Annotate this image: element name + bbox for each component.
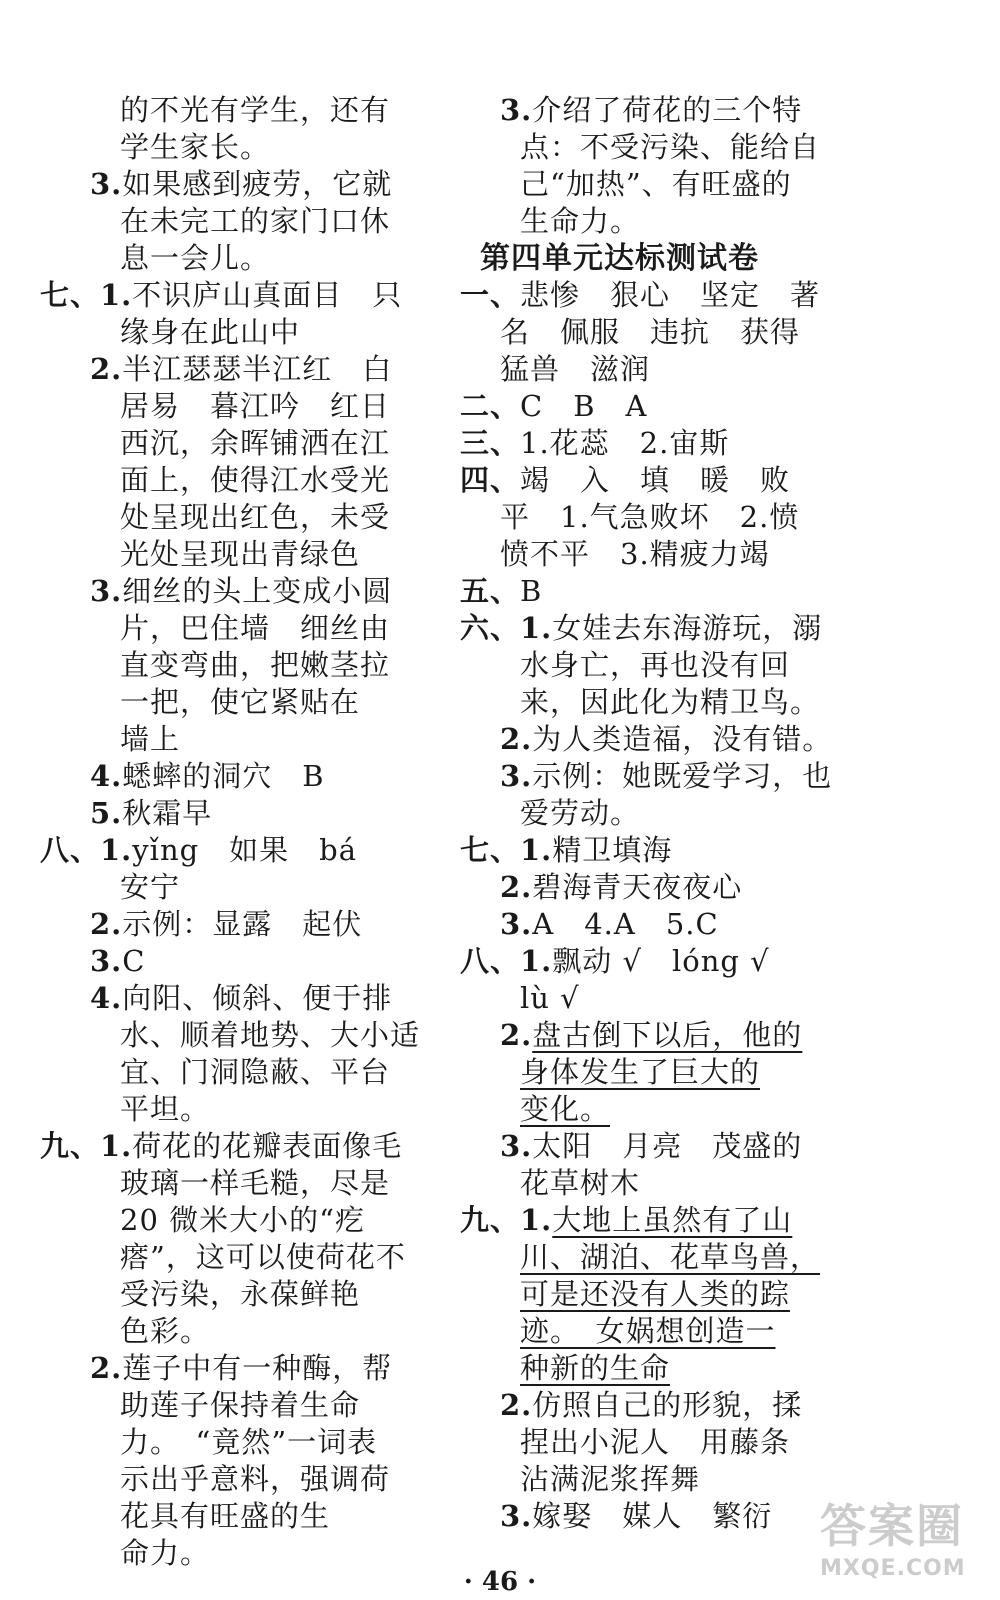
answer-text: 光处呈现出青绿色 [120, 537, 361, 571]
answer-line [460, 795, 820, 832]
item-number: 2. [90, 1351, 123, 1385]
answer-line [40, 1239, 450, 1276]
answer-text: 西沉，余晖铺洒在江 [120, 426, 391, 460]
answer-text: 水身亡，再也没有回 [520, 648, 791, 682]
answer-text: 一把，使它紧贴在 [120, 685, 361, 719]
answer-text: 力。 “竟然”一词表 [120, 1425, 378, 1459]
answer-line [40, 684, 450, 721]
answer-text: 身体发生了巨大的 [520, 1055, 761, 1089]
answer-line [460, 425, 820, 462]
answer-text: 捏出小泥人 用藤条 [520, 1425, 791, 1459]
answer-text: 迹。 女娲想创造一 [520, 1314, 776, 1348]
answer-text: 20 微米大小的“疙 [120, 1203, 365, 1237]
item-number: 5. [90, 796, 123, 830]
answer-text: 精卫填海 [552, 833, 673, 867]
answer-text: C B A [520, 389, 648, 423]
answer-line [460, 314, 820, 351]
item-number: 4. [90, 981, 123, 1015]
item-number: 二、 [460, 389, 521, 423]
item-number: 四、 [460, 463, 521, 497]
answer-text: 学生家长。 [120, 130, 271, 164]
item-number: 五、 [460, 574, 521, 608]
answer-line [40, 1054, 450, 1091]
answer-text: 助莲子保持着生命 [120, 1388, 361, 1422]
answer-line [460, 1017, 820, 1054]
answer-text: 蟋蟀的洞穴 B [122, 759, 325, 793]
section-title [460, 240, 820, 277]
section-title-text: 第四单元达标测试卷 [480, 241, 759, 276]
item-number: 3. [500, 1499, 533, 1533]
answer-line [40, 388, 450, 425]
answer-text: 秋霜早 [122, 796, 213, 830]
answer-line [40, 1202, 450, 1239]
answer-text: 水、顺着地势、大小适 [120, 1018, 421, 1052]
answer-text: 处呈现出红色，未受 [120, 500, 391, 534]
item-number: 七、1. [460, 833, 553, 867]
item-number: 3. [500, 1129, 533, 1163]
item-number: 2. [90, 352, 123, 386]
answer-text: 猛兽 滋润 [500, 352, 651, 386]
item-number: 八、1. [40, 833, 133, 867]
answer-line [40, 1498, 450, 1535]
answer-text: 玻璃一样毛糙，尽是 [120, 1166, 391, 1200]
answer-text: 示出乎意料，强调荷 [120, 1462, 391, 1496]
item-number: 九、1. [460, 1203, 553, 1237]
answer-line [460, 388, 820, 425]
answer-text: 平 1.气急败坏 2.愤 [500, 500, 800, 534]
item-number: 4. [90, 759, 123, 793]
answer-text: 来，因此化为精卫鸟。 [520, 685, 821, 719]
answer-line [40, 203, 450, 240]
answer-line [40, 277, 450, 314]
right-column [460, 92, 833, 1535]
answer-text: 安宁 [120, 870, 181, 904]
answer-line [460, 610, 823, 647]
item-number: 2. [500, 1388, 533, 1422]
answer-text: 太阳 月亮 茂盛的 [532, 1129, 803, 1163]
answer-line [40, 1165, 450, 1202]
answer-text: 愤不平 3.精疲力竭 [500, 537, 770, 571]
answer-line [460, 1054, 820, 1091]
item-number: 七、1. [40, 278, 133, 312]
answer-line [460, 758, 833, 795]
answer-line [460, 1202, 820, 1239]
answer-line [40, 1387, 450, 1424]
answer-text: 为人类造福，没有错。 [532, 722, 833, 756]
answer-line [460, 92, 820, 129]
item-number: 3. [90, 944, 123, 978]
answer-text: 面上，使得江水受光 [120, 463, 391, 497]
answer-line [40, 166, 450, 203]
answer-line [460, 351, 820, 388]
answer-text: 大地上虽然有了山 [552, 1203, 793, 1237]
answer-line [40, 1276, 450, 1313]
answer-text: 宜、门洞隐蔽、平台 [120, 1055, 391, 1089]
answer-text: 花具有旺盛的生 [120, 1499, 331, 1533]
answer-line [460, 462, 820, 499]
answer-line [40, 425, 450, 462]
answer-text: 莲子中有一种酶，帮 [122, 1351, 393, 1385]
answer-line [40, 1313, 450, 1350]
answer-text: 花草树木 [520, 1166, 641, 1200]
answer-line [460, 1276, 820, 1313]
answer-line [40, 610, 450, 647]
answer-text: 不识庐山真面目 只 [132, 278, 403, 312]
answer-text: 向阳、倾斜、便于排 [122, 981, 393, 1015]
answer-text: 居易 暮江吟 红日 [120, 389, 391, 423]
answer-line [40, 832, 450, 869]
answer-line [40, 129, 450, 166]
watermark-title: 答案圈 [820, 1499, 964, 1553]
answer-text: 瘩”，这可以使荷花不 [120, 1240, 406, 1274]
answer-text: 受污染，永葆鲜艳 [120, 1277, 361, 1311]
answer-text: 如果感到疲劳，它就 [122, 167, 393, 201]
answer-line [40, 499, 450, 536]
answer-line [460, 203, 820, 240]
answer-line [40, 573, 450, 610]
answer-line [460, 573, 820, 610]
answer-line [40, 314, 450, 351]
answer-line [460, 1387, 820, 1424]
answer-text: 女娃去东海游玩，溺 [552, 611, 823, 645]
answer-text: 川、湖泊、花草鸟兽， [520, 1240, 821, 1274]
answer-text: 爱劳动。 [520, 796, 641, 830]
watermark-logo [820, 1490, 990, 1590]
answer-line [40, 980, 450, 1017]
answer-text: 嫁娶 媒人 繁衍 [532, 1499, 773, 1533]
answer-text: 盘古倒下以后，他的 [532, 1018, 803, 1052]
answer-line [40, 240, 450, 277]
answer-text: 直变弯曲，把嫩茎拉 [120, 648, 391, 682]
answer-line [40, 1350, 450, 1387]
answer-text: A 4.A 5.C [532, 907, 719, 941]
item-number: 3. [500, 759, 533, 793]
answer-line [460, 1424, 820, 1461]
answer-line [40, 795, 450, 832]
item-number: 3. [500, 93, 533, 127]
answer-line [40, 943, 450, 980]
answer-line [40, 869, 450, 906]
answer-text: 的不光有学生，还有 [120, 93, 391, 127]
answer-line [40, 1424, 450, 1461]
answer-text: B [520, 574, 543, 608]
answer-text: 碧海青天夜夜心 [532, 870, 743, 904]
answer-text: 名 佩服 违抗 获得 [500, 315, 801, 349]
answer-line [460, 1128, 820, 1165]
item-number: 2. [500, 722, 533, 756]
item-number: 2. [500, 1018, 533, 1052]
answer-line [460, 1461, 820, 1498]
answer-line [40, 1128, 450, 1165]
answer-text: 缘身在此山中 [120, 315, 301, 349]
answer-text: 半江瑟瑟半江红 白 [122, 352, 393, 386]
answer-line [460, 832, 820, 869]
answer-line [460, 166, 820, 203]
answer-line [40, 758, 450, 795]
answer-text: 点：不受污染、能给自 [520, 130, 821, 164]
answer-line [460, 1350, 820, 1387]
answer-line [40, 1461, 450, 1498]
answer-line [460, 536, 820, 573]
answer-text: 介绍了荷花的三个特 [532, 93, 803, 127]
item-number: 2. [500, 870, 533, 904]
answer-text: 墙上 [120, 722, 181, 756]
answer-text: C [122, 944, 146, 978]
answer-line [40, 721, 450, 758]
answer-line [40, 906, 450, 943]
answer-text: 变化。 [520, 1092, 611, 1126]
answer-line [460, 1091, 820, 1128]
answer-text: 种新的生命 [520, 1351, 671, 1385]
answer-text: 悲惨 狠心 坚定 著 [520, 278, 821, 312]
item-number: 3. [90, 574, 123, 608]
answer-text: 飘动 √ lóng √ [552, 944, 770, 978]
item-number: 一、 [460, 278, 521, 312]
item-number: 三、 [460, 426, 521, 460]
answer-line [40, 462, 450, 499]
answer-line [460, 1239, 820, 1276]
answer-text: 色彩。 [120, 1314, 211, 1348]
answer-line [40, 351, 450, 388]
watermark-url: MXQE.COM [820, 1556, 966, 1581]
answer-line [460, 721, 833, 758]
item-number: 3. [500, 907, 533, 941]
item-number: 八、1. [460, 944, 553, 978]
answer-text: 沾满泥浆挥舞 [520, 1462, 701, 1496]
answer-line [460, 1165, 820, 1202]
answer-line [460, 980, 820, 1017]
answer-line [460, 277, 820, 314]
answer-line [460, 869, 820, 906]
answer-line [460, 1313, 820, 1350]
answer-line [460, 943, 820, 980]
answer-text: 荷花的花瓣表面像毛 [132, 1129, 403, 1163]
page-number: · 46 · [463, 1567, 537, 1597]
answer-text: 示例：显露 起伏 [122, 907, 363, 941]
left-column [40, 92, 450, 1572]
answer-line [40, 536, 450, 573]
answer-text: 仿照自己的形貌，揉 [532, 1388, 803, 1422]
answer-line [460, 647, 820, 684]
answer-line [460, 499, 820, 536]
answer-line [460, 684, 820, 721]
answer-text: 细丝的头上变成小圆 [122, 574, 393, 608]
answer-line [40, 1017, 450, 1054]
item-number: 九、1. [40, 1129, 133, 1163]
answer-text: 己“加热”、有旺盛的 [520, 167, 792, 201]
item-number: 2. [90, 907, 123, 941]
answer-text: 1.花蕊 2.宙斯 [520, 426, 730, 460]
item-number: 3. [90, 167, 123, 201]
answer-line [40, 647, 450, 684]
answer-text: 在未完工的家门口休 [120, 204, 391, 238]
answer-text: 可是还没有人类的踪 [520, 1277, 791, 1311]
answer-text: 示例：她既爱学习，也 [532, 759, 833, 793]
answer-text: 平坦。 [120, 1092, 211, 1126]
answer-line [40, 1091, 450, 1128]
answer-text: 片，巴住墙 细丝由 [120, 611, 391, 645]
answer-line [460, 129, 820, 166]
answer-text: 息一会儿。 [120, 241, 271, 275]
answer-line [460, 906, 820, 943]
answer-line [40, 92, 450, 129]
answer-text: 生命力。 [520, 204, 641, 238]
item-number: 六、1. [460, 611, 553, 645]
answer-text: 命力。 [120, 1536, 211, 1570]
answer-text: 竭 入 填 暖 败 [520, 463, 791, 497]
answer-line [460, 1498, 820, 1535]
answer-text: lù √ [520, 981, 580, 1015]
answer-text: yǐng 如果 bá [132, 833, 358, 867]
